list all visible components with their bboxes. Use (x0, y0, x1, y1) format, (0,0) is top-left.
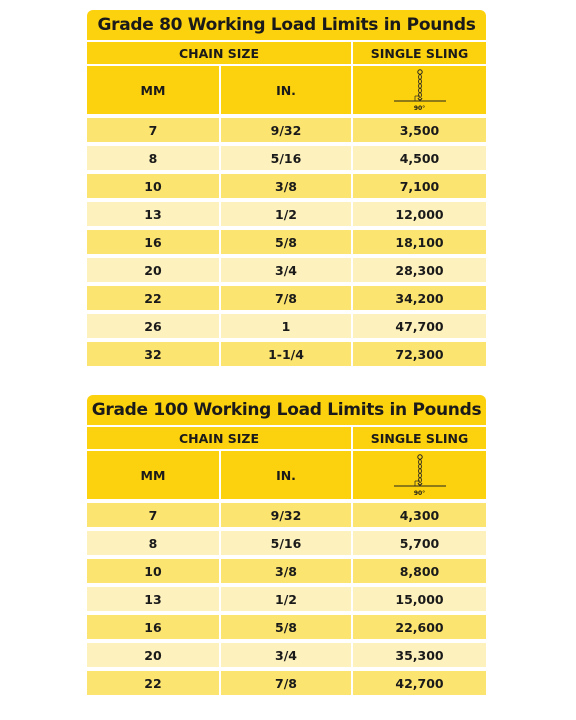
table-row (87, 202, 486, 226)
load-cell: 5,700 (353, 531, 486, 555)
mm-cell: 13 (87, 587, 219, 611)
table-row (87, 230, 486, 254)
chain-size-header: CHAIN SIZE (87, 427, 351, 449)
sling-diagram-cell (353, 66, 486, 114)
load-cell: 72,300 (353, 342, 486, 366)
in-cell: 1/2 (221, 587, 351, 611)
mm-cell: 22 (87, 286, 219, 310)
in-cell: 9/32 (221, 118, 351, 142)
in-cell: 3/8 (221, 174, 351, 198)
load-cell: 8,800 (353, 559, 486, 583)
single-sling-chain-icon (388, 69, 452, 112)
mm-cell: 10 (87, 559, 219, 583)
mm-cell: 7 (87, 503, 219, 527)
table-row (87, 671, 486, 695)
mm-cell: 8 (87, 146, 219, 170)
mm-cell: 16 (87, 615, 219, 639)
table-row (87, 559, 486, 583)
table-row (87, 314, 486, 338)
grade-80-table (87, 10, 486, 366)
mm-cell: 20 (87, 643, 219, 667)
load-cell: 35,300 (353, 643, 486, 667)
in-cell: 3/8 (221, 559, 351, 583)
in-cell: 1 (221, 314, 351, 338)
load-cell: 28,300 (353, 258, 486, 282)
load-cell: 34,200 (353, 286, 486, 310)
in-cell: 1/2 (221, 202, 351, 226)
table-title: Grade 100 Working Load Limits in Pounds (87, 395, 486, 425)
angle-label: 90° (413, 104, 426, 112)
load-cell: 7,100 (353, 174, 486, 198)
in-cell: 5/8 (221, 615, 351, 639)
load-cell: 47,700 (353, 314, 486, 338)
table-row (87, 587, 486, 611)
in-cell: 5/16 (221, 531, 351, 555)
single-sling-header: SINGLE SLING (353, 42, 486, 64)
in-cell: 5/8 (221, 230, 351, 254)
in-cell: 1-1/4 (221, 342, 351, 366)
mm-cell: 22 (87, 671, 219, 695)
table-row (87, 146, 486, 170)
mm-cell: 8 (87, 531, 219, 555)
mm-cell: 13 (87, 202, 219, 226)
table-row (87, 615, 486, 639)
load-cell: 3,500 (353, 118, 486, 142)
header-row (87, 427, 486, 449)
table-row (87, 643, 486, 667)
single-sling-header: SINGLE SLING (353, 427, 486, 449)
mm-cell: 7 (87, 118, 219, 142)
load-cell: 42,700 (353, 671, 486, 695)
mm-cell: 20 (87, 258, 219, 282)
load-cell: 12,000 (353, 202, 486, 226)
in-cell: 9/32 (221, 503, 351, 527)
mm-cell: 32 (87, 342, 219, 366)
mm-header: MM (87, 66, 219, 114)
in-header: IN. (221, 66, 351, 114)
single-sling-chain-icon (388, 454, 452, 497)
mm-cell: 10 (87, 174, 219, 198)
table-body (87, 118, 486, 366)
load-cell: 18,100 (353, 230, 486, 254)
grade-100-table (87, 395, 486, 695)
load-cell: 15,000 (353, 587, 486, 611)
table-title: Grade 80 Working Load Limits in Pounds (87, 10, 486, 40)
in-cell: 5/16 (221, 146, 351, 170)
in-cell: 3/4 (221, 643, 351, 667)
sling-diagram-cell (353, 451, 486, 499)
header-row (87, 42, 486, 64)
subheader-row (87, 451, 486, 499)
in-cell: 3/4 (221, 258, 351, 282)
in-cell: 7/8 (221, 671, 351, 695)
table-row (87, 174, 486, 198)
mm-cell: 26 (87, 314, 219, 338)
mm-header: MM (87, 451, 219, 499)
load-cell: 4,500 (353, 146, 486, 170)
in-header: IN. (221, 451, 351, 499)
table-row (87, 531, 486, 555)
table-row (87, 118, 486, 142)
subheader-row (87, 66, 486, 114)
angle-label: 90° (413, 489, 426, 497)
table-row (87, 503, 486, 527)
mm-cell: 16 (87, 230, 219, 254)
in-cell: 7/8 (221, 286, 351, 310)
table-body (87, 503, 486, 695)
table-row (87, 258, 486, 282)
load-cell: 4,300 (353, 503, 486, 527)
table-row (87, 286, 486, 310)
chain-size-header: CHAIN SIZE (87, 42, 351, 64)
table-row (87, 342, 486, 366)
load-cell: 22,600 (353, 615, 486, 639)
